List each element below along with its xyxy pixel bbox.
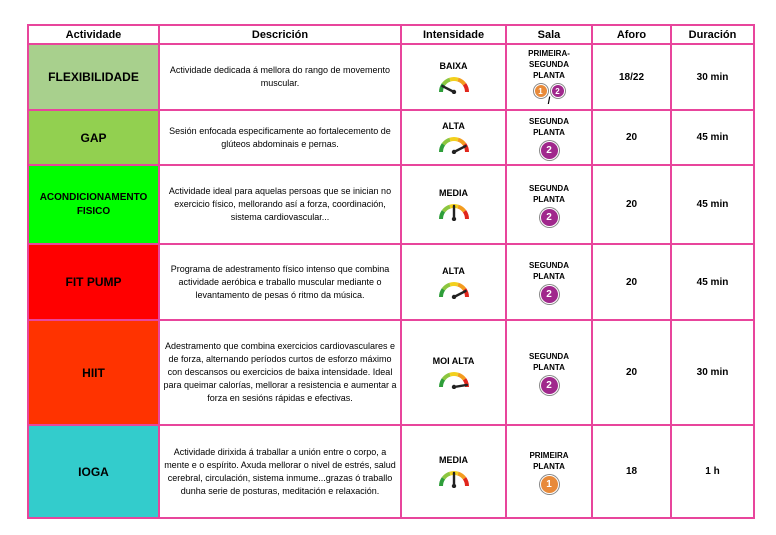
header-actividade: Actividade xyxy=(28,25,159,44)
header-aforo: Aforo xyxy=(592,25,671,44)
floor-number-badge: 2 xyxy=(540,376,559,395)
activity-name: FLEXIBILIDADE xyxy=(28,44,159,110)
table-row xyxy=(28,165,754,244)
activity-description: Sesión enfocada especificamente ao fortalecemento de glúteos abdominais e pernas. xyxy=(159,110,401,165)
gauge-segment xyxy=(449,137,458,142)
sala-label: SEGUNDA xyxy=(528,116,569,126)
floor-number-badge: 2 xyxy=(540,208,559,227)
intensity-cell xyxy=(401,320,506,425)
activity-description: Actividade ideal para aquelas persoas que se inician no exercicio físico, mellorando así a forza, coordinación, sistema cardiovascular... xyxy=(159,165,401,244)
intensity-label: ALTA xyxy=(442,121,465,131)
gauge-segment xyxy=(449,77,458,82)
sala-label: PLANTA xyxy=(533,461,565,471)
header-row xyxy=(28,25,754,44)
activity-name: ACONDICIONAMENTO FISICO xyxy=(28,165,159,244)
duracion-value: 45 min xyxy=(671,244,754,320)
floor-number-badge: 1 xyxy=(534,84,548,98)
intensity-gauge-icon xyxy=(436,369,472,389)
intensity-gauge-icon xyxy=(436,279,472,299)
aforo-value: 20 xyxy=(592,110,671,165)
activity-description: Adestramento que combina exercicios cardiovasculares e de forza, alternando períodos curtos de esforzo máximo con descansos ou exercicios de baixa intensidade. Ideal para queimar calorías, mellorar a resistencia e aumentar a forza en sesións rápidas e efectivas. xyxy=(159,320,401,425)
activity-description: Actividade dedicada á mellora do rango de movemento muscular. xyxy=(159,44,401,110)
duracion-value: 45 min xyxy=(671,110,754,165)
gauge-segment xyxy=(449,282,458,287)
aforo-value: 18/22 xyxy=(592,44,671,110)
table-row xyxy=(28,110,754,165)
intensity-cell xyxy=(401,425,506,518)
table-row xyxy=(28,320,754,425)
sala-label: PLANTA xyxy=(533,362,565,372)
table-row xyxy=(28,44,754,110)
intensity-cell xyxy=(401,110,506,165)
sala-label: PLANTA xyxy=(533,272,565,281)
aforo-value: 20 xyxy=(592,165,671,244)
duracion-value: 1 h xyxy=(671,425,754,518)
gauge-hub xyxy=(451,217,455,221)
gauge-hub xyxy=(451,385,455,389)
activity-description: Actividade dirixida á traballar a unión entre o corpo, a mente e o espírito. Axuda mellorar o nivel de estrés, salud cerebral, circulación, sistema inmume...grazas ó traballo dunha serie de posturas, meditación e relaxación. xyxy=(159,425,401,518)
gauge-hub xyxy=(451,150,455,154)
sala-cell xyxy=(506,244,592,320)
activities-table xyxy=(27,24,755,519)
intensity-cell xyxy=(401,165,506,244)
duracion-value: 30 min xyxy=(671,320,754,425)
gauge-hub xyxy=(451,89,455,93)
sala-cell xyxy=(506,165,592,244)
aforo-value: 20 xyxy=(592,244,671,320)
header-descricion: Descrición xyxy=(159,25,401,44)
sala-label: PLANTA xyxy=(533,71,565,80)
sala-label: SEGUNDA xyxy=(528,261,569,270)
header-duracion: Duración xyxy=(671,25,754,44)
floor-number-badge: 2 xyxy=(540,141,559,160)
intensity-label: BAIXA xyxy=(439,60,468,71)
activity-name: GAP xyxy=(28,110,159,165)
intensity-gauge-icon xyxy=(436,468,472,488)
intensity-gauge-icon xyxy=(436,134,472,154)
sala-cell xyxy=(506,320,592,425)
sala-label: PRIMEIRA- xyxy=(528,49,570,58)
duracion-value: 30 min xyxy=(671,44,754,110)
sala-label: SEGUNDA xyxy=(528,183,569,193)
activity-name: IOGA xyxy=(28,425,159,518)
intensity-cell xyxy=(401,244,506,320)
activity-name: FIT PUMP xyxy=(28,244,159,320)
floor-badges xyxy=(507,141,591,160)
sala-label: SEGUNDA xyxy=(528,60,569,69)
sala-cell xyxy=(506,425,592,518)
header-intensidade: Intensidade xyxy=(401,25,506,44)
activity-description: Programa de adestramento físico intenso que combina actividade aeróbica e traballo muscular mediante o levantamento de pesas ó ritmo da música. xyxy=(159,244,401,320)
floor-badges xyxy=(507,285,591,304)
aforo-value: 20 xyxy=(592,320,671,425)
sala-label: PRIMEIRA xyxy=(529,450,569,460)
floor-number-badge: 1 xyxy=(540,475,559,494)
floor-separator: / xyxy=(547,96,551,107)
duracion-value: 45 min xyxy=(671,165,754,244)
intensity-label: ALTA xyxy=(442,265,465,276)
intensity-label: MEDIA xyxy=(439,455,468,465)
gauge-hub xyxy=(451,294,455,298)
intensity-gauge-icon xyxy=(436,74,472,94)
sala-cell xyxy=(506,44,592,110)
intensity-label: MOI ALTA xyxy=(432,356,475,366)
intensity-gauge-icon xyxy=(436,201,472,221)
table-row xyxy=(28,425,754,518)
floor-badges xyxy=(507,376,591,395)
sala-label: PLANTA xyxy=(533,194,565,204)
floor-number-badge: 2 xyxy=(551,84,565,98)
gauge-segment xyxy=(449,372,458,377)
aforo-value: 18 xyxy=(592,425,671,518)
gauge-hub xyxy=(451,484,455,488)
sala-cell xyxy=(506,110,592,165)
header-sala: Sala xyxy=(506,25,592,44)
sala-label: PLANTA xyxy=(533,127,565,137)
sala-label: SEGUNDA xyxy=(528,351,569,361)
activity-name: HIIT xyxy=(28,320,159,425)
intensity-cell xyxy=(401,44,506,110)
table-row xyxy=(28,244,754,320)
floor-number-badge: 2 xyxy=(540,285,559,304)
intensity-label: MEDIA xyxy=(439,188,468,198)
floor-badges xyxy=(507,208,591,227)
floor-badges xyxy=(507,475,591,494)
